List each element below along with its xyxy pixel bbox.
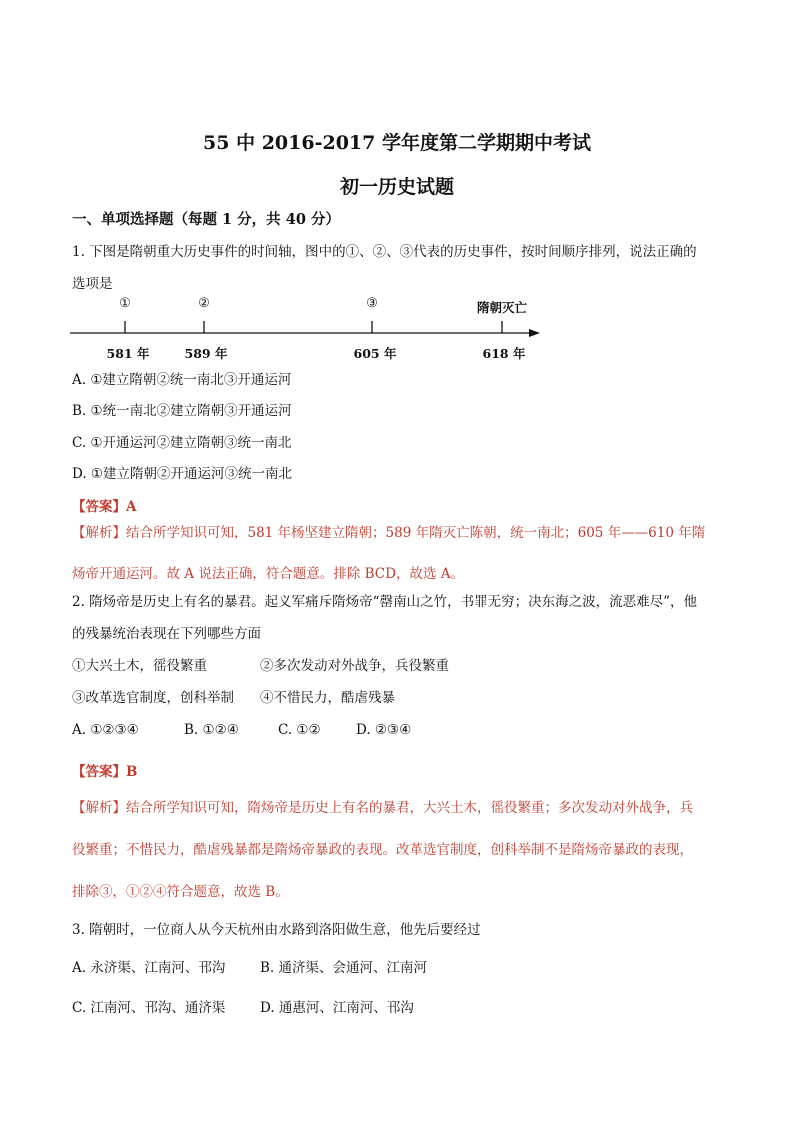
q1-stem-line1: 1. 下图是隋朝重大历史事件的时间轴，图中的①、②、③代表的历史事件，按时间顺序排列，说法正确的: [72, 244, 697, 260]
q1-option-a: A. ①建立隋朝②统一南北③开通运河: [72, 372, 292, 388]
q2-item-2: ②多次发动对外战争，兵役繁重: [260, 658, 449, 674]
q1-stem-line2: 选项是: [72, 276, 113, 292]
q2-item-3: ③改革选官制度，创科举制: [72, 690, 234, 706]
q1-analysis-line2: 炀帝开通运河。故 A 说法正确，符合题意。排除 BCD，故选 A。: [72, 566, 464, 582]
q2-analysis-line1: 【解析】结合所学知识可知，隋炀帝是历史上有名的暴君，大兴土木，徭役繁重；多次发动对外战争，兵: [72, 800, 693, 816]
timeline-event-4: 隋朝灭亡: [476, 300, 528, 315]
q2-item-4: ④不惜民力，酷虐残暴: [260, 690, 395, 706]
q2-analysis-line2: 役繁重；不惜民力，酷虐残暴都是隋炀帝暴政的表现。改革选官制度，创科举制不是隋炀帝暴政的表现，: [72, 842, 693, 858]
q2-analysis-line3: 排除③，①②④符合题意，故选 B。: [72, 884, 289, 900]
section-heading: 一、单项选择题（每题 1 分，共 40 分）: [72, 211, 340, 228]
timeline-event-1: ①: [119, 296, 131, 311]
q2-option-c: C. ①②: [278, 722, 321, 738]
q1-option-d: D. ①建立隋朝②开通运河③统一南北: [72, 466, 293, 482]
timeline-year-605: 605 年: [353, 346, 397, 361]
timeline-event-3: ③: [366, 296, 378, 311]
q1-option-b: B. ①统一南北②建立隋朝③开通运河: [72, 403, 292, 419]
q1-analysis-line1: 【解析】结合所学知识可知，581 年杨坚建立隋朝；589 年隋灭亡陈朝，统一南北；605 年——610 年隋: [72, 525, 706, 541]
q1-timeline: [70, 292, 550, 364]
q2-stem-line2: 的残暴统治表现在下列哪些方面: [72, 626, 261, 642]
exam-subtitle: 初一历史试题: [339, 176, 454, 198]
timeline-year-618: 618 年: [482, 346, 526, 361]
q3-stem: 3. 隋朝时，一位商人从今天杭州由水路到洛阳做生意，他先后要经过: [72, 922, 481, 938]
timeline-event-2: ②: [198, 296, 210, 311]
q3-option-b: B. 通济渠、会通河、江南河: [260, 960, 428, 976]
q2-option-b: B. ①②④: [184, 722, 239, 738]
timeline-year-589: 589 年: [184, 346, 228, 361]
q3-option-d: D. 通惠河、江南河、邗沟: [260, 1000, 414, 1016]
q2-option-a: A. ①②③④: [72, 722, 139, 738]
q2-answer: 【答案】B: [72, 764, 138, 780]
q1-option-c: C. ①开通运河②建立隋朝③统一南北: [72, 435, 292, 451]
q2-option-d: D. ②③④: [356, 722, 412, 738]
exam-title: 55 中 2016-2017 学年度第二学期期中考试: [203, 132, 591, 154]
q2-item-1: ①大兴土木，徭役繁重: [72, 658, 207, 674]
q1-answer: 【答案】A: [72, 499, 137, 515]
timeline-year-581: 581 年: [106, 346, 150, 361]
q3-option-c: C. 江南河、邗沟、通济渠: [72, 1000, 226, 1016]
q3-option-a: A. 永济渠、江南河、邗沟: [72, 960, 226, 976]
q2-stem-line1: 2. 隋炀帝是历史上有名的暴君。起义军痛斥隋炀帝“罄南山之竹，书罪无穷；决东海之波，流恶难尽”，他: [72, 594, 697, 610]
